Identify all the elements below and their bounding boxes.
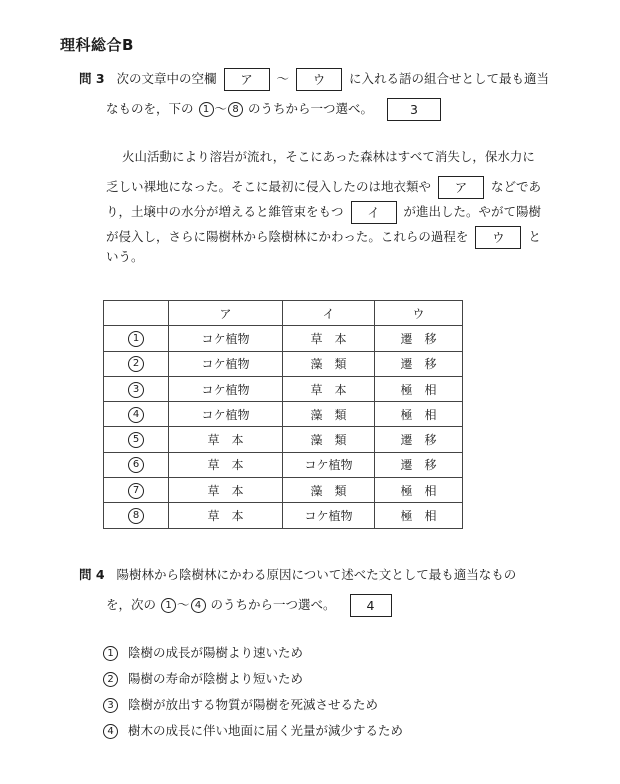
q4-range-tilde: 〜 (177, 597, 190, 612)
option-number: 1 (103, 646, 118, 661)
option-number: 2 (103, 672, 118, 687)
subject-title: 理科総合B (60, 36, 134, 54)
row-number-cell (104, 503, 169, 528)
row-number: 7 (128, 483, 144, 499)
q4-line1 (79, 569, 516, 582)
cell-a: 草 本 (169, 478, 283, 503)
passage-blank-a: ア (438, 176, 484, 199)
q4-text-3: のうちから一つ選べ。 (210, 597, 336, 612)
cell-i: 藻 類 (283, 478, 375, 503)
cell-i: 藻 類 (283, 351, 375, 376)
option-3 (102, 695, 378, 713)
option-2 (102, 669, 303, 687)
row-number-cell (104, 326, 169, 351)
table-header-i: イ (283, 301, 375, 326)
q4-range-start-circle: 1 (161, 598, 176, 613)
q3-text-1: 次の文章中の空欄 (116, 71, 217, 86)
passage-text: り，土壌中の水分が増えると維管束をもつ (106, 204, 344, 219)
cell-u: 極 相 (375, 376, 463, 401)
passage-line-2 (106, 176, 541, 199)
row-number-cell (104, 376, 169, 401)
cell-i: 草 本 (283, 376, 375, 401)
passage-blank-i: イ (351, 201, 397, 224)
q3-line1 (79, 68, 549, 91)
q4-line2 (106, 594, 395, 617)
row-number: 2 (128, 356, 144, 372)
option-4 (102, 721, 403, 739)
cell-a: 草 本 (169, 452, 283, 477)
cell-a: コケ植物 (169, 326, 283, 351)
option-1 (102, 643, 303, 661)
cell-i: コケ植物 (283, 503, 375, 528)
passage-text: 乏しい裸地になった。そこに最初に侵入したのは地衣類や (106, 179, 432, 194)
q3-answer-box: 3 (387, 98, 441, 121)
q3-text-3: なものを，下の (106, 101, 194, 116)
passage-text: が進出した。やがて陽樹 (403, 204, 541, 219)
blank-a-box: ア (224, 68, 270, 91)
cell-a: 草 本 (169, 427, 283, 452)
passage-line-3 (106, 201, 541, 224)
option-number: 3 (103, 698, 118, 713)
option-text: 陰樹の成長が陽樹より速いため (128, 645, 304, 660)
cell-a: コケ植物 (169, 402, 283, 427)
cell-i: コケ植物 (283, 452, 375, 477)
cell-i: 藻 類 (283, 402, 375, 427)
row-number-cell (104, 452, 169, 477)
cell-i: 草 本 (283, 326, 375, 351)
row-number: 8 (128, 508, 144, 524)
q3-label: 問 3 (79, 71, 105, 86)
row-number-cell (104, 402, 169, 427)
option-text: 樹木の成長に伴い地面に届く光量が減少するため (128, 723, 404, 738)
cell-u: 極 相 (375, 402, 463, 427)
q4-text-1: 陽樹林から陰樹林にかわる原因について述べた文として最も適当なもの (116, 567, 517, 582)
passage-blank-u: ウ (475, 226, 521, 249)
q4-range-end-circle: 4 (191, 598, 206, 613)
cell-u: 極 相 (375, 503, 463, 528)
table-header-u: ウ (375, 301, 463, 326)
cell-u: 遷 移 (375, 351, 463, 376)
row-number: 1 (128, 331, 144, 347)
q3-line2 (106, 98, 444, 121)
q4-label: 問 4 (79, 567, 105, 582)
table-row (104, 402, 463, 427)
row-number: 5 (128, 432, 144, 448)
passage-line-5: いう。 (106, 249, 144, 264)
option-text: 陰樹が放出する物質が陽樹を死滅させるため (128, 697, 379, 712)
cell-u: 極 相 (375, 478, 463, 503)
cell-a: コケ植物 (169, 351, 283, 376)
cell-a: 草 本 (169, 503, 283, 528)
table-header-row (104, 301, 463, 326)
cell-u: 遷 移 (375, 452, 463, 477)
table-row (104, 427, 463, 452)
range-tilde: 〜 (214, 101, 228, 116)
q4-answer-box: 4 (350, 594, 392, 617)
blank-u-box: ウ (296, 68, 342, 91)
table-row (104, 503, 463, 528)
row-number-cell (104, 351, 169, 376)
table-row (104, 478, 463, 503)
cell-i: 藻 類 (283, 427, 375, 452)
cell-u: 遷 移 (375, 427, 463, 452)
table-row (104, 351, 463, 376)
option-number: 4 (103, 724, 118, 739)
choices-table (103, 300, 463, 529)
q3-text-4: のうちから一つ選べ。 (248, 101, 374, 116)
table-row (104, 376, 463, 401)
cell-a: コケ植物 (169, 376, 283, 401)
range-start-circle: 1 (199, 102, 214, 117)
passage-line-4 (106, 226, 541, 249)
table-header-blank (104, 301, 169, 326)
row-number-cell (104, 427, 169, 452)
table-row (104, 326, 463, 351)
row-number: 3 (128, 382, 144, 398)
q3-text-2: に入れる語の組合せとして最も適当 (349, 71, 550, 86)
passage-text: が侵入し，さらに陽樹林から陰樹林にかわった。これらの過程を (106, 229, 469, 244)
range-end-circle: 8 (228, 102, 243, 117)
q4-text-2: を，次の (106, 597, 157, 612)
passage-text: などであ (490, 179, 541, 194)
option-text: 陽樹の寿命が陰樹より短いため (128, 671, 304, 686)
passage-text: と (528, 229, 541, 244)
row-number-cell (104, 478, 169, 503)
tilde: 〜 (276, 71, 290, 86)
table-header-a: ア (169, 301, 283, 326)
passage-line-1: 火山活動により溶岩が流れ，そこにあった森林はすべて消失し，保水力に (122, 149, 535, 164)
cell-u: 遷 移 (375, 326, 463, 351)
row-number: 6 (128, 457, 144, 473)
row-number: 4 (128, 407, 144, 423)
table-row (104, 452, 463, 477)
